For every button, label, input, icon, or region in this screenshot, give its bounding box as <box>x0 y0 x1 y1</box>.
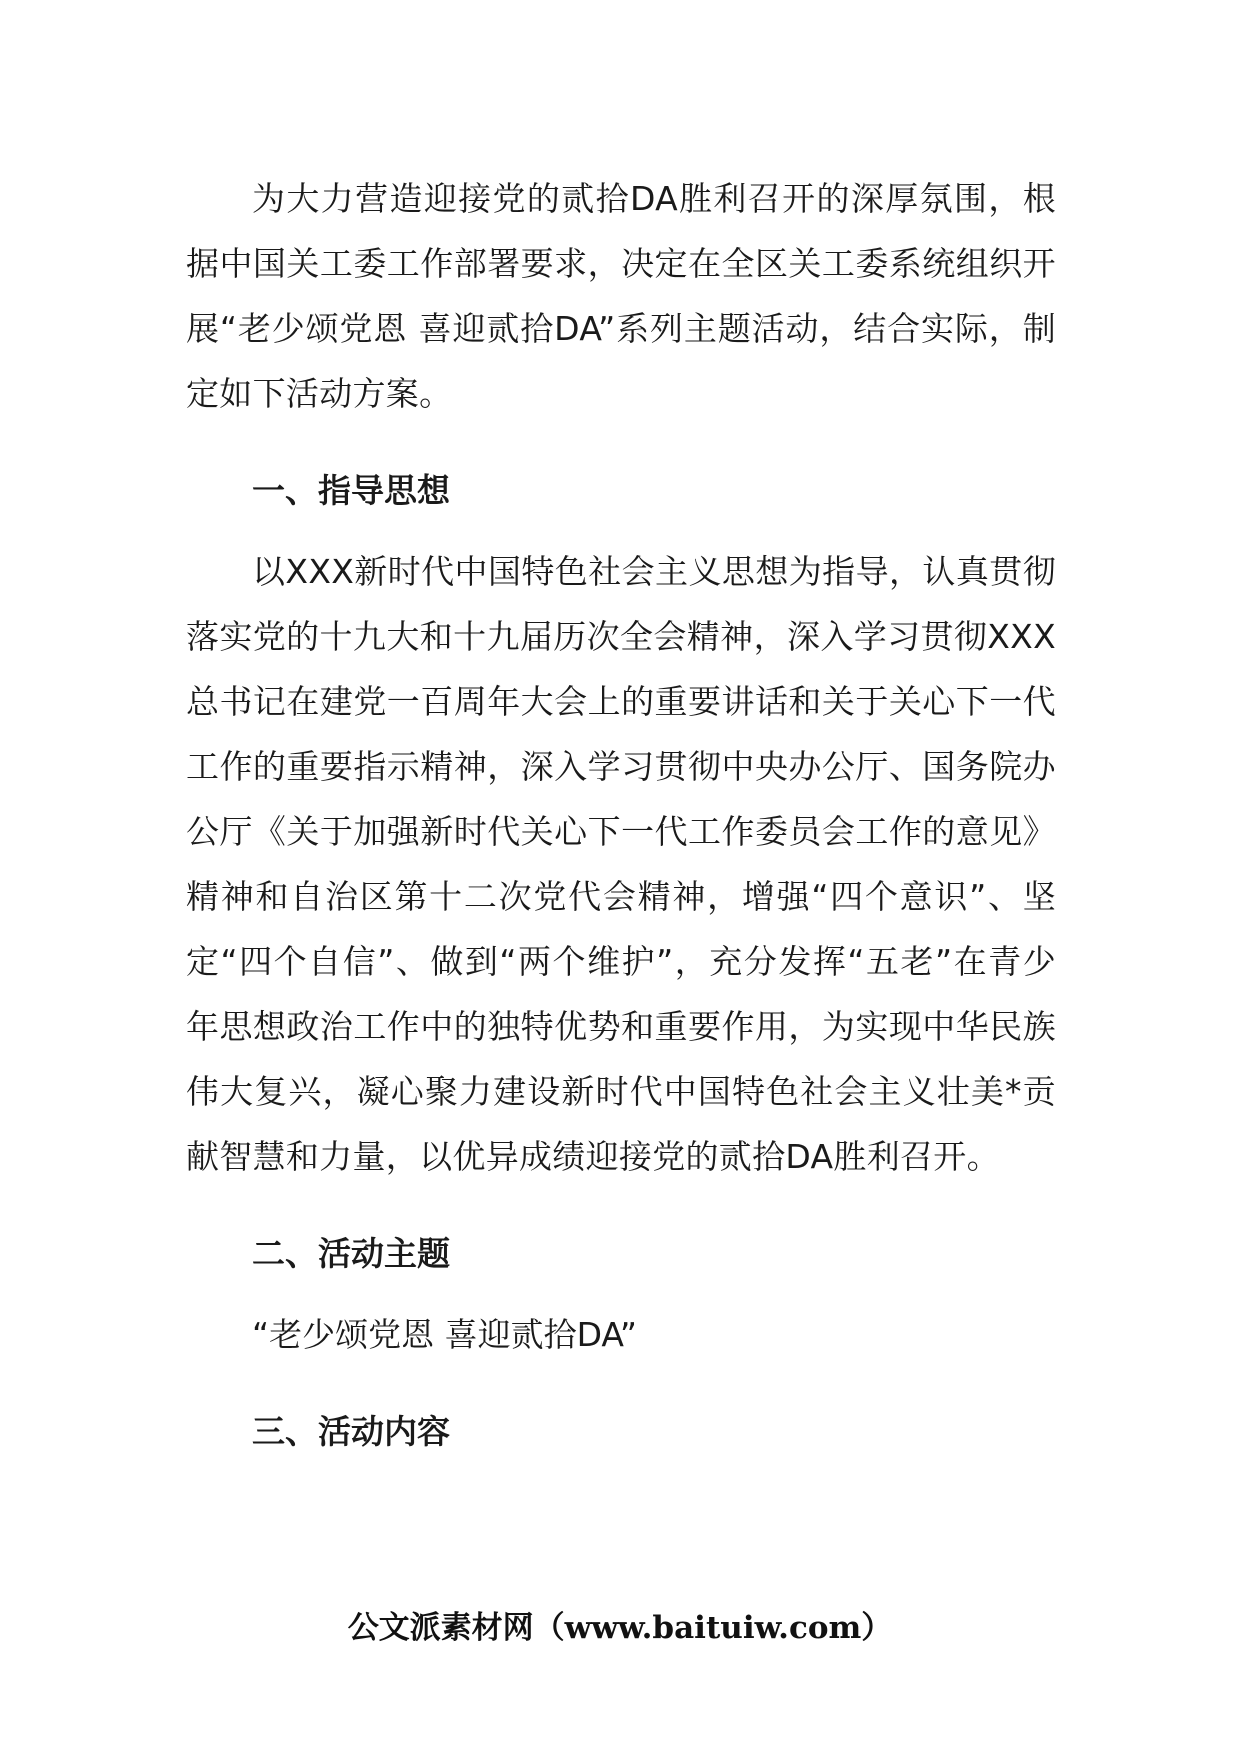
guiding-ideology-paragraph: 以XXX新时代中国特色社会主义思想为指导，认真贯彻落实党的十九大和十九届历次全会精神，深入学习贯彻XXX总书记在建党一百周年大会上的重要讲话和关于关心下一代工作的重要指示精神，深入学习贯彻中央办公厅、国务院办公厅《关于加强新时代关心下一代工作委员会工作的意见》精神和自治区第十二次党代会精神，增强“四个意识”、坚定“四个自信”、做到“两个维护”，充分发挥“五老”在青少年思想政治工作中的独特优势和重要作用，为实现中华民族伟大复兴，凝心聚力建设新时代中国特色社会主义壮美*贡献智慧和力量，以优异成绩迎接党的贰拾DA胜利召开。 <box>186 552 1056 1176</box>
document-body <box>186 166 1056 1464</box>
footer-watermark: 公文派素材网（www.baituiw.com） <box>347 1610 893 1646</box>
section-heading-activity-theme: 二、活动主题 <box>252 1234 450 1273</box>
activity-theme-text: “老少颂党恩 喜迎贰拾DA” <box>252 1315 638 1354</box>
section-heading-activity-content: 三、活动内容 <box>252 1412 450 1451</box>
intro-paragraph: 为大力营造迎接党的贰拾DA胜利召开的深厚氛围，根据中国关工委工作部署要求，决定在全区关工委系统组织开展“老少颂党恩 喜迎贰拾DA”系列主题活动，结合实际，制定如下活动方案。 <box>186 179 1056 413</box>
section-heading-guiding-ideology: 一、指导思想 <box>252 471 450 510</box>
